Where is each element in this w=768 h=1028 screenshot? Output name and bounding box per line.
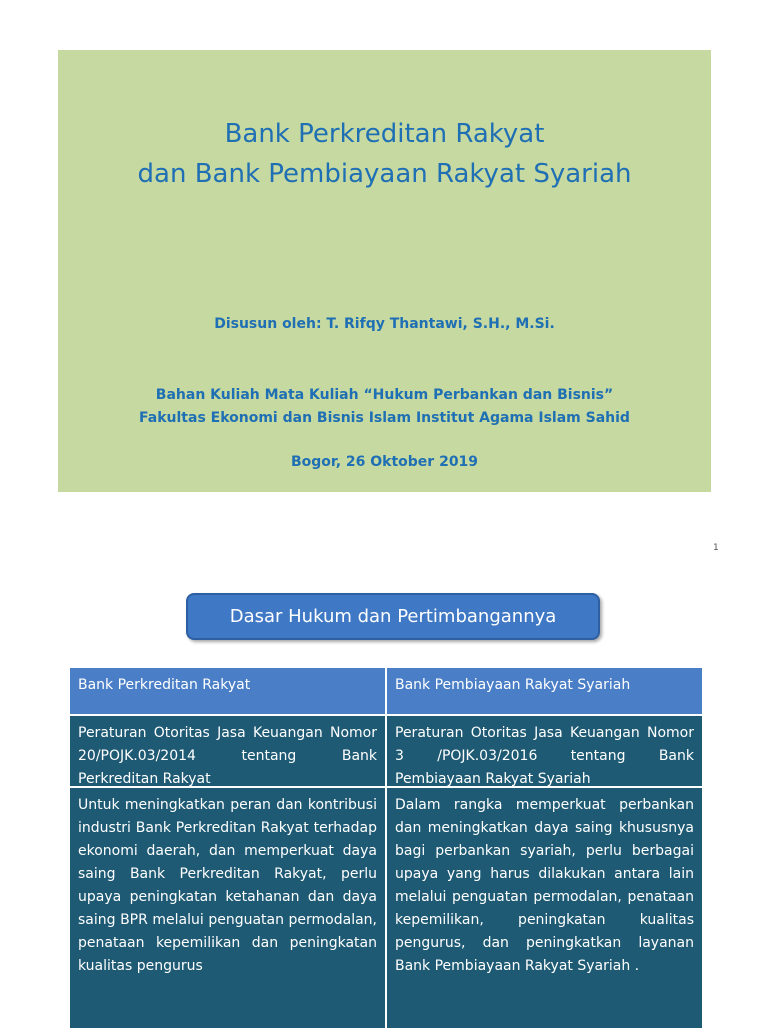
- table-cell: Peraturan Otoritas Jasa Keuangan Nomor 3 /POJK.03/2016 tentang Bank Pembiayaan Rakyat Syariah: [387, 716, 702, 786]
- date-line: Bogor, 26 Oktober 2019: [290, 454, 479, 470]
- page-number: 1: [713, 543, 719, 553]
- header-cell-bpr: Bank Perkreditan Rakyat: [70, 668, 385, 714]
- title-line-1: Bank Perkreditan Rakyat: [224, 119, 545, 149]
- table-cell: Peraturan Otoritas Jasa Keuangan Nomor 20/POJK.03/2014 tentang Bank Perkreditan Rakyat: [70, 716, 385, 786]
- course-info: [58, 384, 711, 430]
- course-line-2: Fakultas Ekonomi dan Bisnis Islam Institut Agama Islam Sahid: [139, 410, 630, 426]
- course-line-1: Bahan Kuliah Mata Kuliah “Hukum Perbankan dan Bisnis”: [155, 387, 614, 403]
- table-row: [70, 716, 702, 786]
- title-slide: [58, 50, 711, 492]
- title-line-2: dan Bank Pembiayaan Rakyat Syariah: [137, 159, 632, 189]
- header-cell-bprs: Bank Pembiayaan Rakyat Syariah: [387, 668, 702, 714]
- comparison-table: [70, 668, 702, 1024]
- table-cell: Dalam rangka memperkuat perbankan dan meningkatkan daya saing khususnya bagi perbankan syariah, perlu berbagai upaya yang harus dilakukan antara lain melalui penguatan permodalan, penataan kepemilikan, peningkatan kualitas pengurus, dan peningkatkan layanan Bank Pembiayaan Rakyat Syariah .: [387, 788, 702, 1028]
- author-line: Disusun oleh: T. Rifqy Thantawi, S.H., M.Si.: [214, 316, 555, 332]
- section-heading: Dasar Hukum dan Pertimbangannya: [186, 593, 600, 640]
- table-row: [70, 788, 702, 1028]
- table-header-row: [70, 668, 702, 714]
- slide-title: [58, 114, 711, 194]
- table-cell: Untuk meningkatkan peran dan kontribusi industri Bank Perkreditan Rakyat terhadap ekonomi daerah, dan memperkuat daya saing Bank Perkreditan Rakyat, perlu upaya peningkatan ketahanan dan daya saing BPR melalui penguatan permodalan, penataan kepemilikan dan peningkatan kualitas pengurus: [70, 788, 385, 1028]
